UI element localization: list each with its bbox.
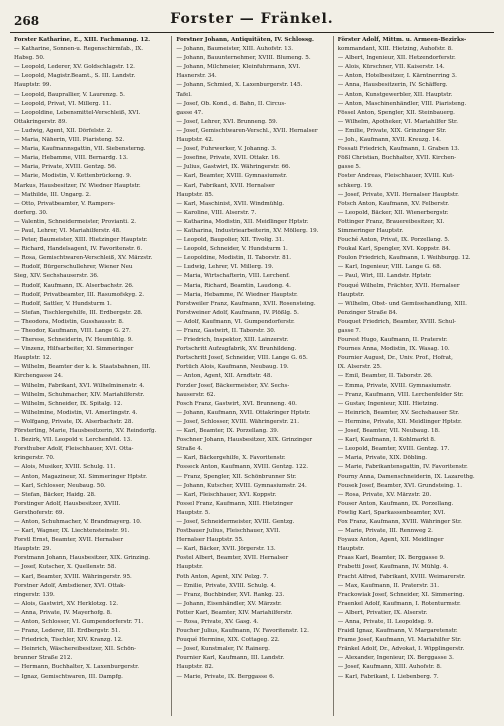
directory-entry: — Julius, Gastwirt, IX. Währingerstr. 66. [176,164,291,171]
directory-entry: Habsg. 50. [14,55,45,62]
directory-entry: — Richard, Handelsagent, IV. Favoritenstr. 6. [14,246,143,253]
directory-entry: Försterling, Marie, Hausbesitzerin, XV. Reindorfg. [14,428,157,435]
directory-entry: Fouché Anton, Privat, IX. Porzellang. 5. [337,237,450,244]
directory-entry: Forstner Johann, Antiquitäten, IV. Schlossg. [176,37,314,43]
directory-entry: — Hermann, Buchhalter, X. Laxenburgerstr. [14,664,140,671]
directory-entry: Fraenkel Adolf, Kaufmann, I. Rotenturmstr. [337,600,461,607]
directory-entry: — Johann, Kutscher, XVIII. Gymnasiumstr. 24. [176,482,307,489]
directory-entry: Penzinger Straße 84. [337,309,398,316]
directory-entry: Forstl Ernst, Beamter, XVII. Hernalser [14,537,124,544]
directory-entry: Forstinger Adolf, Hausbesitzer, XVIII. [14,500,121,507]
directory-entry: Hauptstr. [176,564,203,571]
directory-entry: Fraas Karl, Beamter, IX. Berggasse 9. [337,555,445,562]
directory-entry: gasse 7. [337,328,361,334]
directory-entry: Fosch Franz, Gastwirt, XVI. Brunneng. 40. [176,400,297,407]
directory-entry: — Paul, Wirt, III. Landstr. Hptstr. [337,273,432,280]
directory-entry: — Rudolf, Privatbeamter, III. Rasumofskyg. 2. [14,291,144,298]
directory-entry: — Heinrich, Beamter, XV. Sechshauser Str. [337,409,460,416]
directory-entry: — Wilhelm, Schneider, IX. Spitalg. 12. [14,400,123,407]
directory-entry: Forzler Josef, Bäckermeister, XV. Sechs- [176,382,290,389]
directory-entry: — Katharine, Sonnen-u. Regenschirmfab., IX. [14,46,144,53]
directory-entry: Fößl Christian, Buchhalter, XVII. Kirchen- [337,155,457,162]
directory-entry: — Anton, Agent, XII. Arndtstr. 48. [176,373,273,380]
directory-entry: Hauptstr. 42. [176,137,214,144]
directory-entry: Forstner Adolf, Amtsdiener, XVI. Ottak- [14,582,126,589]
directory-entry: — Paul, Lehrer, VI. Mariahilferstr. 48. [14,227,121,234]
directory-entry: — Anna, Hausbesitzerin, IV. Schäfferg. [337,82,448,89]
directory-entry: Fostbauer Julius, Fleischhauer, XVII. [176,528,281,535]
directory-entry: — Wilhelm, Schuhmacher, XIV. Mariahilferstr. [14,391,145,398]
directory-entry: — Emma, Private, XVIII. Gymnasiumstr. [337,382,452,389]
directory-entry: Hauptstr. 29. [14,546,52,553]
directory-entry: — Karl, Bäckergehilfe, X. Favoritenstr. [176,455,286,462]
directory-columns [10,36,494,716]
directory-entry: — Friedrich, Tischler, XIV. Kranzg. 12. [14,637,123,644]
directory-entry: schkerg. 19. [337,182,373,189]
directory-entry: Fossati Friedrich, Kaufmann, I. Graben 13. [337,146,460,153]
directory-entry: — Johann, Milchmeier, Kleinfuhrmann, XVI. [176,64,301,71]
directory-entry: — Marie, Private, IX. Berggasse 6. [176,673,275,680]
directory-entry: — Maria, Kaufmannsgattin, VII. Siebensterng. [14,146,146,153]
directory-entry: Hauptstr. 85. [176,191,214,198]
directory-entry: Fousek Josef, Beamter, XVI. Grundsteing. 1. [337,482,463,489]
directory-entry: — Ludwig, Agent, XII. Dörfelstr. 2. [14,127,113,134]
directory-entry: — Wolfgang, Private, IX. Alserbachstr. 28. [14,418,134,425]
directory-entry: — Anna, Private, IV. Mayerhofg. 8. [14,609,112,616]
directory-entry: 1. Bezirk, VII. Leopold v. Lerchenfeld. 13. [14,437,132,444]
directory-entry: Fosseck Anton, Kaufmann, XVIII. Gentzg. 122. [176,464,309,471]
directory-entry: — Emilie, Private, XIX. Grinzinger Str. [337,127,447,134]
directory-entry: — Anton, Kunstgewerbler, XII. Hauptstr. [337,91,453,98]
directory-entry: — Leopoldine, Modistin, II. Taborstr. 81. [176,255,292,262]
directory-entry: Foucher Julius, Kaufmann, IV. Favoritenstr. 12. [176,628,309,635]
column-1 [10,36,171,716]
directory-entry: Fortüch Alois, Kaufmann, Neubaug. 19. [176,364,289,371]
directory-entry: — Emil, Beamter, II. Taborstr. 26. [337,373,433,380]
directory-entry: Fotsch Anton, Kaufmann, XV. Felberstr. [337,200,450,207]
directory-entry: — Maria, Hebamme, VIII. Bernardg. 13. [14,155,128,162]
page-number: 268 [14,14,40,28]
directory-entry: Hauptstr. 99. [14,82,52,89]
directory-entry: Fouqué Hermine, XIX. Cottageg. 22. [176,637,280,644]
directory-entry: — Maria, Wirtschafterin, VIII. Lerchenf. [176,273,290,280]
directory-entry: kommandant, XIII. Hietzing, Auhofstr. 8. [337,46,453,53]
directory-entry: — Otto, Privatbeamter, V. Rampers- [14,200,115,207]
directory-entry: — Karl, Beamter, XVIII. Währingerstr. 95. [14,573,132,580]
directory-entry: Straße 4. [176,446,203,453]
directory-entry: — Marie, Private, III. Rennweg 2. [337,528,433,535]
directory-entry: Fowlig Karl, Sparkassenbeamter, XVI. [337,509,446,516]
directory-entry: Hasnerstr. 34. [176,73,217,80]
directory-entry: — Johann, Bauunternehmer, XVIII. Blumeng. 5. [176,55,311,62]
directory-entry: — Rosa, Gemischtwaren-Verschleiß, XV. Märzstr. [14,255,153,262]
directory-entry: — Wilhelmine, Modistin, VI. Amerlingstr. 4. [14,409,138,416]
directory-entry: Fouquet Friedrich, Beamter, XVIII. Schul- [337,318,457,325]
directory-entry: — Rudolf, Sattler, V. Hundsturm 1. [14,300,112,307]
directory-entry: — Ludwig, Lehrer, VI. Millerg. 19. [176,264,274,271]
directory-entry: — Hermine, Private, XII. Meidlinger Hptstr. [337,418,462,425]
directory-entry: Fox Franz, Kaufmann, XVIII. Währinger Str. [337,518,462,525]
directory-entry: Fortschritt Aufzugfabrik, XV. Brunhildeng. [176,346,297,353]
directory-entry: Fourest Hugo, Kaufmann, II. Praterstr. [337,337,448,344]
directory-entry: — Johann, Schmied, X. Laxenburgerstr. 145. [176,82,303,89]
directory-entry: — Franz, Buchbinder, XVI. Rankg. 23. [176,591,285,598]
directory-entry: Fränkel Adolf, Dr., Advokat, I. Wipplingerstr. [337,646,465,653]
directory-entry: — Stefan, Tischlergehilfe, III. Erdbergstr. 28. [14,309,143,316]
directory-entry: Fouqué Wilhelm, Frächter, XVII. Hernalser [337,282,460,289]
directory-entry: — Karl, Fabrikant, I. Liebenberg. 7. [337,673,439,680]
column-3 [333,36,494,716]
directory-entry: — Joh., Kaufmann, XVII. Kreuzg. 14. [337,137,441,144]
directory-entry: — Leopold, Magistr.Beamt., S. III. Landstr. [14,73,136,80]
directory-entry: — Ignaz, Gemischtwaren, III. Dampfg. [14,673,123,680]
directory-entry: — Stefan, Bäcker, Haidg. 28. [14,491,96,498]
directory-entry: kringerstr. 70. [14,455,55,462]
directory-entry: Forstweiler Franz, Kaufmann, XVII. Rosensteing. [176,300,316,307]
directory-entry: — Josef, Ob. Kond., d. Bahn, II. Circus- [176,100,287,107]
directory-entry: — Josef, Kunstmaler, IV. Rainerg. [176,646,270,653]
directory-entry: — Theodor, Kaufmann, VIII. Lange G. 27. [14,328,131,334]
directory-entry: Fossel Franz, Kaufmann, XIII. Hietzinger [176,500,293,507]
directory-entry: — Alois, Musiker, XVIII. Schulg. 11. [14,464,116,471]
directory-entry: — Karl, Beamter, XVIII. Gymnasiumstr. [176,173,288,180]
page-header [10,8,494,30]
directory-entry: Fostel Albert, Beamter, XVII. Hernalser [176,555,289,562]
directory-entry: Foukal Karl, Spengler, XVI. Koppstr. 84. [337,246,451,253]
directory-entry: — Josef, Gemischtwaren-Verschl., XVII. Hernalser [176,127,318,134]
directory-entry: Fournier August, Dr., Univ. Prof., Hofrat, [337,355,453,362]
directory-entry: Förster Adolf, Mittm. u. Armeen-Bezirks- [337,37,467,43]
directory-entry: Simmeringer Hauptstr. [337,227,404,234]
directory-entry: — Leopold, Bauprallier, V. Laurenzg. 5. [14,91,125,98]
directory-entry: — Albert, Ingenieur, XII. Hetzendorferstr. [337,55,456,62]
directory-entry: — Karl, Schlosser, Neubaug. 50. [14,482,106,489]
directory-entry: gasse 5. [337,164,361,171]
directory-entry: — Josef, Kutscher, X. Quellenstr. 58. [14,564,117,571]
directory-entry: — Leopold, Bäcker, XII. Wienerbergstr. [337,209,449,216]
directory-entry: gasse 47. [176,109,203,116]
directory-entry: — Anton, Hotelbesitzer, I. Kärntnerring 3. [337,73,457,80]
directory-entry: — Anton, Maschinenhändler, VIII. Piaristeng. [337,100,467,107]
directory-entry: — Josef, Private, XVII. Hernalser Hauptstr. [337,191,459,198]
directory-entry: IX. Alserstr. 25. [337,364,382,371]
directory-entry: — Josef, Lehrer, XVI. Brunneng. 59. [176,118,278,125]
directory-entry: — Johann, Eisenhändler, XV. Märzstr. [176,600,282,607]
directory-entry: — Heinrich, Wäschereibesitzer, XII. Schön- [14,646,137,653]
directory-entry: — Maria, Private, XVIII. Gentzg. 56. [14,164,117,171]
directory-entry: Hauptstr. [337,546,365,553]
directory-entry: ringerstr. 139. [14,591,55,598]
directory-entry: — Karl, Bäcker, XVII. Jörgerstr. 13. [176,546,276,553]
directory-entry: — Friedrich, Inspektor, XIII. Lainzerstr. [176,337,289,344]
directory-entry: — Anton, Schlosser, VI. Gumpendorferstr. 71. [14,619,144,625]
directory-entry: Frabetti Josef, Kaufmann, IV. Mühlg. 4. [337,564,449,571]
directory-entry: — Karl, Maschinist, XVII. Windmühlg. [176,200,285,207]
directory-entry: Forstweiner Adolf, Kaufmann, IV. Plößlg. 5. [176,309,299,316]
directory-entry: — Karoline, VIII. Alserstr. 7. [176,209,257,216]
directory-entry: Forstmann Johann, Hausbesitzer, XIX. Grinzing. [14,555,150,562]
directory-entry: brunner Straße 212. [14,655,73,662]
directory-entry: Fortschritt Josef, Schneider, VIII. Lange G. 65. [176,355,308,362]
directory-entry: — Franz, Gastwirt, II. Taborstr. 30. [176,328,276,334]
directory-entry: Foster Andreas, Fleischhauer, XVIII. Kut- [337,173,455,180]
directory-entry: — Gustav, Ingenieur, XIII. Hietzing. [337,400,439,407]
directory-entry: Hauptstr. 5. [176,509,211,516]
directory-entry: — Karl, Wagner, IX. Liechtensteinstr. 91. [14,528,130,535]
directory-entry: Foulon Friedrich, Kaufmann, I. Weihburgg. 12. [337,255,471,262]
directory-entry: Foschner Johann, Hausbesitzer, XIX. Grinzinger [176,437,313,444]
directory-entry: — Leopold, Lederer, XV. Goldschlagstr. 12. [14,64,135,71]
directory-entry: — Anton, Schuhmacher, V. Brandmayerg. 10. [14,518,142,525]
directory-entry: Fourny Anna, Damenschneiderin, IX. Lazarethg. [337,473,475,480]
directory-entry: Fraidl Ignaz, Kaufmann, V. Margaretenstr. [337,628,458,635]
directory-entry: Sieg, XIV. Sechshauserstr. 36. [14,273,99,280]
directory-entry: Hauptstr. 12. [14,355,52,362]
directory-entry: — Valentin, Schneidermeister, Provianti. 2. [14,218,137,225]
directory-entry: — Rosa, Private, XV. Märzstr. 20. [337,491,432,498]
directory-entry: — Katharina, Modistin, XII. Meidlinger Hptstr. [176,218,309,225]
directory-entry: — Peter, Baumeister, XIII. Hietzinger Hauptstr. [14,237,148,244]
directory-entry: — Leopold, Baupolier, XII. Tivolig. 31. [176,237,285,244]
directory-entry: — Josef, Schlosser, XVIII. Währingerstr. 21. [176,418,299,425]
header-rule [10,32,494,33]
directory-entry: — Alois, Gastwirt, XV. Herklotzg. 12. [14,600,118,607]
directory-entry: Fournier Karl, Kaufmann, III. Landstr. [176,655,285,662]
running-head: Forster — Fränkel. [170,11,334,27]
directory-entry: — Katharina, Industriearbeiterin, XV. Möllerg. 19. [176,227,319,234]
directory-entry: — Josef, Beamter, VII. Neubaug. 18. [337,428,440,435]
directory-entry: Fouser Anton, Kaufmann, IX. Porzellang. [337,500,454,507]
directory-entry: — Anna, Private, II. Leopoldsg. 9. [337,619,434,625]
directory-entry: Hernalser Hauptstr. 55. [176,537,244,544]
directory-entry: — Alois, Kürschner, VII. Kaiserstr. 14. [337,64,445,71]
directory-entry: — Leopold, Schneider, V. Hundsturm 1. [176,246,288,253]
directory-entry: Frackowiak Josef, Schneider, XI. Simmering. [337,591,465,598]
directory-entry: Foyaux Anton, Agent, XII. Meidlinger [337,537,444,544]
directory-entry: — Karl, Ingenieur, VIII. Lange G. 68. [337,264,442,271]
directory-entry: Frame Josef, Kaufmann, VI. Mariahilfer Str. [337,637,462,644]
directory-entry: — Anton, Magazineur, XI. Simmeringer Hptstr. [14,473,147,480]
directory-entry: — Franz, Spengler, XII. Schönbrunner Str. [176,473,297,480]
directory-entry: — Wilhelm, Beamter der k. k. Staatsbahnen, III. [14,364,151,371]
directory-entry: — Leopold, Privat, VI. Millerg. 11. [14,100,112,107]
directory-entry: — Karl, Kaufmann, I. Kohlmarkt 8. [337,437,436,444]
directory-entry: — Adolf, Kaufmann, VI. Gumpendorferstr. [176,318,295,325]
directory-entry: — Karl, Fleischhauer, XVI. Koppstr. [176,491,277,498]
directory-entry: — Alexander, Ingenieur, IX. Berggasse 3. [337,655,454,662]
directory-entry: Forster Katharine, E., XIII. Fachmanng. 12. [14,37,151,43]
directory-entry: — Josef, Kaufmann, XIII. Auhofstr. 8. [337,664,442,671]
directory-entry: — Therese, Schneiderin, IV. Heumühlg. 9. [14,337,133,344]
directory-entry: — Marie, Fabrikantensgattin, IV. Favoritenstr. [337,464,468,471]
directory-entry: — Leopold, Beamter, XVIII. Gentzg. 17. [337,446,450,453]
directory-entry: — Johann, Baumeister, XIII. Auhofstr. 13. [176,46,293,53]
directory-entry: — Franz, Kaufmann, VIII. Lerchenfelder Str. [337,391,464,398]
directory-entry: — Emilie, Private, XVIII. Schulg. 4. [176,582,276,589]
directory-entry: — Maria, Hebamme, IV. Wiedner Hauptstr. [176,291,298,298]
directory-entry: Foth Anton, Agent, XIV. Pelzg. 7. [176,573,269,580]
directory-entry: — Josefine, Private, XVII. Ottakr. 16. [176,155,280,162]
directory-entry: — Wilhelm, Fabrikant, XVI. Wilhelminenstr. 4. [14,382,145,389]
directory-entry: Tafel. [176,91,192,98]
directory-entry: Fössel Anton, Spengler, XII. Steinbauerg. [337,109,455,116]
directory-entry: Ottakringerstr. 89. [14,118,68,125]
directory-entry: — Maria, Private, XIX. Döbling. [337,455,427,462]
directory-entry: Fotter Karl, Beamter, XIV. Mariahilferstr. [176,609,293,616]
directory-entry: — Josef, Fuhrwerker, V. Johanng. 3. [176,146,277,153]
directory-entry: — Karl, Fabrikant, XVII. Hernalser [176,182,275,189]
directory-entry: Forsthuber Adolf, Fleischhauer, XVI. Otta- [14,446,134,453]
directory-entry: — Rudolf, Kaufmann, IX. Alserbachstr. 26. [14,282,134,289]
directory-entry: — Maria, Richard, Beamtin, Laudong. 4. [176,282,291,289]
directory-entry: Fracht Alfred, Fabrikant, XVIII. Weimarerstr. [337,573,466,580]
directory-entry: — Johann, Kaufmann, XVII. Ottakringer Hptstr. [176,409,311,416]
directory-entry: — Wilhelm, Apotheker, VI. Mariahilfer Str. [337,118,458,125]
directory-entry: Markus, Hausbesitzer, IV. Wiedner Hauptstr. [14,182,141,189]
directory-entry: — Vinzenz, Hilfsarbeiter, XI. Simmeringer [14,346,134,353]
directory-entry: — Maria, Näherin, VIII. Piaristeng. 52. [14,137,125,144]
directory-entry: hauserstr. 62. [176,391,216,398]
directory-entry: — Wilhelm, Obst- und Gemüsehandlung, XIII. [337,300,467,307]
directory-entry: — Marie, Modistin, V. Kettenbrückeng. 9. [14,173,132,180]
directory-entry: — Max, Kaufmann, II. Praterstr. 31. [337,582,439,589]
directory-entry: — Josef, Schneidermeister, XVIII. Gentzg. [176,518,295,525]
directory-entry: Fottinger Franz, Brauereibesitzer, XI. [337,218,445,225]
directory-entry: Fournes Anna, Modistin, IX. Wasag. 10. [337,346,450,353]
column-2 [171,36,332,716]
directory-entry: — Rudolf, Bürgerschullehrer, Wiener Neu [14,264,133,271]
directory-entry: Hauptstr. 82. [176,664,214,671]
directory-entry: — Theodora, Modistin, Gusshausstr. 8. [14,318,124,325]
directory-entry: Hauptstr. [337,291,365,298]
directory-entry: — Franz, Lederer, III. Erdbergstr. 51. [14,628,121,635]
directory-entry: — Rosa, Private, XV. Gasg. 4. [176,619,259,625]
directory-entry: Kirchengasse 24. [14,373,63,380]
directory-entry: Gersthoferstr. 69. [14,509,65,516]
directory-entry: dorferg. 30. [14,209,48,216]
directory-entry: — Mathilde, III. Ungarg. 2. [14,191,91,198]
directory-entry: — Albert, Privatier, IX. Alserstr. [337,609,428,616]
directory-entry: — Leopoldine, Lebensmittel-Verschleiß, XVI. [14,109,141,116]
directory-entry: — Karl, Beamter, IX. Porzellang. 39. [176,428,279,435]
